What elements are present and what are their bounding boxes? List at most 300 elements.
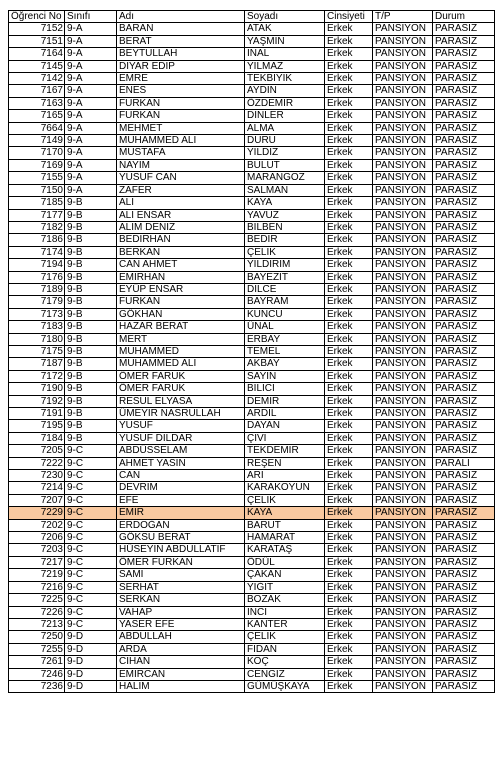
cell-student-no: 7216 xyxy=(9,581,65,593)
cell-gender: Erkek xyxy=(325,383,373,395)
cell-gender: Erkek xyxy=(325,35,373,47)
cell-first-name: ARDA xyxy=(117,643,245,655)
table-row xyxy=(9,345,495,357)
cell-last-name: ERBAY xyxy=(245,333,325,345)
cell-gender: Erkek xyxy=(325,60,373,72)
cell-status: PARASIZ xyxy=(433,333,495,345)
cell-student-no: 7225 xyxy=(9,594,65,606)
table-row xyxy=(9,594,495,606)
cell-student-no: 7192 xyxy=(9,395,65,407)
table-row xyxy=(9,110,495,122)
cell-status: PARASIZ xyxy=(433,259,495,271)
cell-status: PARASIZ xyxy=(433,308,495,320)
cell-tp: PANSİYON xyxy=(373,23,433,35)
table-row xyxy=(9,532,495,544)
cell-status: PARASIZ xyxy=(433,135,495,147)
cell-gender: Erkek xyxy=(325,259,373,271)
cell-first-name: CAN xyxy=(117,470,245,482)
cell-gender: Erkek xyxy=(325,507,373,519)
cell-gender: Erkek xyxy=(325,308,373,320)
cell-status: PARASIZ xyxy=(433,569,495,581)
cell-student-no: 7250 xyxy=(9,631,65,643)
cell-student-no: 7664 xyxy=(9,122,65,134)
header-student-no: Öğrenci No xyxy=(9,11,65,23)
table-row xyxy=(9,221,495,233)
cell-gender: Erkek xyxy=(325,172,373,184)
table-row xyxy=(9,209,495,221)
cell-student-no: 7184 xyxy=(9,432,65,444)
cell-first-name: ABDULLAH xyxy=(117,631,245,643)
cell-first-name: ERDOĞAN xyxy=(117,519,245,531)
cell-class: 9-C xyxy=(65,482,117,494)
table-row xyxy=(9,606,495,618)
cell-class: 9-A xyxy=(65,60,117,72)
cell-first-name: BERKAN xyxy=(117,246,245,258)
cell-first-name: FURKAN xyxy=(117,110,245,122)
cell-class: 9-C xyxy=(65,618,117,630)
table-row xyxy=(9,358,495,370)
cell-student-no: 7177 xyxy=(9,209,65,221)
table-row xyxy=(9,482,495,494)
cell-status: PARASIZ xyxy=(433,507,495,519)
cell-last-name: DİLCE xyxy=(245,283,325,295)
cell-status: PARASIZ xyxy=(433,197,495,209)
cell-student-no: 7165 xyxy=(9,110,65,122)
cell-gender: Erkek xyxy=(325,271,373,283)
cell-tp: PANSİYON xyxy=(373,221,433,233)
cell-last-name: BULUT xyxy=(245,159,325,171)
cell-first-name: GÖKHAN xyxy=(117,308,245,320)
cell-gender: Erkek xyxy=(325,23,373,35)
table-row xyxy=(9,308,495,320)
cell-last-name: KAYA xyxy=(245,507,325,519)
cell-last-name: YILMAZ xyxy=(245,60,325,72)
cell-class: 9-B xyxy=(65,383,117,395)
table-row xyxy=(9,470,495,482)
cell-first-name: BEYTULLAH xyxy=(117,48,245,60)
cell-first-name: FURKAN xyxy=(117,296,245,308)
cell-class: 9-A xyxy=(65,48,117,60)
cell-class: 9-B xyxy=(65,432,117,444)
table-row xyxy=(9,35,495,47)
cell-class: 9-C xyxy=(65,494,117,506)
cell-gender: Erkek xyxy=(325,221,373,233)
cell-class: 9-A xyxy=(65,110,117,122)
cell-tp: PANSİYON xyxy=(373,209,433,221)
cell-tp: PANSİYON xyxy=(373,680,433,692)
cell-first-name: DİYAR EDİP xyxy=(117,60,245,72)
cell-student-no: 7142 xyxy=(9,73,65,85)
cell-status: PARASIZ xyxy=(433,383,495,395)
cell-first-name: ABDÜSSELAM xyxy=(117,445,245,457)
cell-student-no: 7175 xyxy=(9,345,65,357)
cell-first-name: HAZAR BERAT xyxy=(117,321,245,333)
cell-class: 9-B xyxy=(65,358,117,370)
cell-tp: PANSİYON xyxy=(373,457,433,469)
cell-student-no: 7195 xyxy=(9,420,65,432)
cell-class: 9-B xyxy=(65,197,117,209)
cell-last-name: DAYAN xyxy=(245,420,325,432)
cell-status: PARASIZ xyxy=(433,122,495,134)
cell-student-no: 7246 xyxy=(9,668,65,680)
cell-student-no: 7180 xyxy=(9,333,65,345)
cell-first-name: ENES xyxy=(117,85,245,97)
cell-last-name: CENGİZ xyxy=(245,668,325,680)
cell-gender: Erkek xyxy=(325,581,373,593)
cell-status: PARASIZ xyxy=(433,97,495,109)
cell-last-name: BOZAK xyxy=(245,594,325,606)
cell-status: PARASIZ xyxy=(433,618,495,630)
cell-tp: PANSİYON xyxy=(373,172,433,184)
cell-status: PARASIZ xyxy=(433,631,495,643)
cell-student-no: 7163 xyxy=(9,97,65,109)
table-row xyxy=(9,296,495,308)
cell-gender: Erkek xyxy=(325,408,373,420)
cell-class: 9-C xyxy=(65,556,117,568)
cell-first-name: GÖKSU BERAT xyxy=(117,532,245,544)
cell-class: 9-B xyxy=(65,370,117,382)
cell-first-name: SERHAT xyxy=(117,581,245,593)
cell-last-name: ÇELİK xyxy=(245,631,325,643)
cell-student-no: 7222 xyxy=(9,457,65,469)
cell-status: PARASIZ xyxy=(433,482,495,494)
cell-student-no: 7194 xyxy=(9,259,65,271)
table-row xyxy=(9,420,495,432)
cell-first-name: MUHAMMED ALİ xyxy=(117,135,245,147)
cell-class: 9-A xyxy=(65,122,117,134)
cell-class: 9-C xyxy=(65,470,117,482)
cell-tp: PANSİYON xyxy=(373,97,433,109)
cell-tp: PANSİYON xyxy=(373,122,433,134)
cell-status: PARASIZ xyxy=(433,110,495,122)
cell-status: PARASIZ xyxy=(433,532,495,544)
cell-tp: PANSİYON xyxy=(373,35,433,47)
cell-student-no: 7207 xyxy=(9,494,65,506)
cell-first-name: YUSUF xyxy=(117,420,245,432)
cell-gender: Erkek xyxy=(325,470,373,482)
cell-student-no: 7236 xyxy=(9,680,65,692)
cell-gender: Erkek xyxy=(325,519,373,531)
cell-first-name: ALİ ENSAR xyxy=(117,209,245,221)
cell-status: PARASIZ xyxy=(433,283,495,295)
cell-student-no: 7170 xyxy=(9,147,65,159)
cell-class: 9-C xyxy=(65,532,117,544)
table-row xyxy=(9,445,495,457)
table-row xyxy=(9,85,495,97)
cell-first-name: VAHAP xyxy=(117,606,245,618)
table-row xyxy=(9,556,495,568)
cell-status: PARASIZ xyxy=(433,271,495,283)
cell-student-no: 7217 xyxy=(9,556,65,568)
table-row xyxy=(9,494,495,506)
cell-class: 9-D xyxy=(65,680,117,692)
table-row xyxy=(9,271,495,283)
cell-class: 9-C xyxy=(65,507,117,519)
cell-gender: Erkek xyxy=(325,643,373,655)
cell-status: PARASIZ xyxy=(433,172,495,184)
cell-tp: PANSİYON xyxy=(373,85,433,97)
cell-first-name: FURKAN xyxy=(117,97,245,109)
cell-tp: PANSİYON xyxy=(373,519,433,531)
table-row xyxy=(9,97,495,109)
cell-last-name: ÖZDEMİR xyxy=(245,97,325,109)
table-row xyxy=(9,60,495,72)
cell-student-no: 7255 xyxy=(9,643,65,655)
cell-status: PARASIZ xyxy=(433,544,495,556)
header-class: Sınıfı xyxy=(65,11,117,23)
cell-first-name: CAN AHMET xyxy=(117,259,245,271)
cell-class: 9-B xyxy=(65,296,117,308)
cell-last-name: BAYEZİT xyxy=(245,271,325,283)
cell-tp: PANSİYON xyxy=(373,408,433,420)
cell-first-name: BEDİRHAN xyxy=(117,234,245,246)
cell-tp: PANSİYON xyxy=(373,507,433,519)
cell-gender: Erkek xyxy=(325,48,373,60)
cell-tp: PANSİYON xyxy=(373,246,433,258)
cell-status: PARASIZ xyxy=(433,221,495,233)
table-row xyxy=(9,333,495,345)
table-row xyxy=(9,569,495,581)
cell-status: PARASIZ xyxy=(433,432,495,444)
cell-class: 9-B xyxy=(65,221,117,233)
header-last-name: Soyadı xyxy=(245,11,325,23)
cell-gender: Erkek xyxy=(325,110,373,122)
cell-student-no: 7213 xyxy=(9,618,65,630)
cell-gender: Erkek xyxy=(325,618,373,630)
cell-tp: PANSİYON xyxy=(373,445,433,457)
table-row xyxy=(9,172,495,184)
cell-status: PARASIZ xyxy=(433,581,495,593)
cell-student-no: 7183 xyxy=(9,321,65,333)
table-row xyxy=(9,408,495,420)
cell-status: PARASIZ xyxy=(433,445,495,457)
cell-student-no: 7172 xyxy=(9,370,65,382)
cell-status: PARASIZ xyxy=(433,420,495,432)
cell-class: 9-A xyxy=(65,184,117,196)
cell-status: PARASIZ xyxy=(433,234,495,246)
table-row xyxy=(9,383,495,395)
cell-tp: PANSİYON xyxy=(373,482,433,494)
cell-tp: PANSİYON xyxy=(373,656,433,668)
cell-first-name: MUHAMMED xyxy=(117,345,245,357)
cell-class: 9-A xyxy=(65,23,117,35)
cell-first-name: NAYİM xyxy=(117,159,245,171)
cell-status: PARASIZ xyxy=(433,668,495,680)
cell-first-name: ZAFER xyxy=(117,184,245,196)
table-row xyxy=(9,321,495,333)
cell-last-name: YAVUZ xyxy=(245,209,325,221)
cell-gender: Erkek xyxy=(325,544,373,556)
cell-class: 9-C xyxy=(65,594,117,606)
cell-last-name: YILDIRIM xyxy=(245,259,325,271)
cell-status: PARASIZ xyxy=(433,470,495,482)
cell-class: 9-B xyxy=(65,259,117,271)
cell-class: 9-C xyxy=(65,581,117,593)
cell-tp: PANSİYON xyxy=(373,73,433,85)
cell-last-name: BİLBEN xyxy=(245,221,325,233)
cell-last-name: FİDAN xyxy=(245,643,325,655)
cell-status: PARASIZ xyxy=(433,48,495,60)
cell-tp: PANSİYON xyxy=(373,308,433,320)
cell-tp: PANSİYON xyxy=(373,544,433,556)
table-row xyxy=(9,432,495,444)
cell-tp: PANSİYON xyxy=(373,494,433,506)
cell-last-name: ÇİVİ xyxy=(245,432,325,444)
cell-status: PARASIZ xyxy=(433,73,495,85)
cell-student-no: 7203 xyxy=(9,544,65,556)
table-header-row xyxy=(9,11,495,23)
cell-student-no: 7229 xyxy=(9,507,65,519)
cell-tp: PANSİYON xyxy=(373,197,433,209)
cell-last-name: ATAK xyxy=(245,23,325,35)
cell-gender: Erkek xyxy=(325,656,373,668)
cell-last-name: ALMA xyxy=(245,122,325,134)
cell-last-name: İNCİ xyxy=(245,606,325,618)
cell-gender: Erkek xyxy=(325,147,373,159)
table-row xyxy=(9,197,495,209)
cell-status: PARASIZ xyxy=(433,395,495,407)
cell-gender: Erkek xyxy=(325,246,373,258)
cell-class: 9-C xyxy=(65,445,117,457)
cell-tp: PANSİYON xyxy=(373,581,433,593)
cell-class: 9-D xyxy=(65,643,117,655)
cell-first-name: ÜMEYİR NASRULLAH xyxy=(117,408,245,420)
cell-class: 9-B xyxy=(65,308,117,320)
cell-tp: PANSİYON xyxy=(373,606,433,618)
cell-gender: Erkek xyxy=(325,631,373,643)
cell-class: 9-B xyxy=(65,234,117,246)
cell-first-name: YUSUF CAN xyxy=(117,172,245,184)
cell-class: 9-D xyxy=(65,668,117,680)
cell-tp: PANSİYON xyxy=(373,432,433,444)
cell-first-name: EMİRHAN xyxy=(117,271,245,283)
cell-class: 9-B xyxy=(65,333,117,345)
cell-first-name: HALİM xyxy=(117,680,245,692)
cell-gender: Erkek xyxy=(325,668,373,680)
cell-first-name: EMİRCAN xyxy=(117,668,245,680)
cell-student-no: 7189 xyxy=(9,283,65,295)
cell-class: 9-B xyxy=(65,246,117,258)
cell-last-name: SALMAN xyxy=(245,184,325,196)
cell-student-no: 7261 xyxy=(9,656,65,668)
table-row xyxy=(9,246,495,258)
header-status: Durum xyxy=(433,11,495,23)
cell-tp: PANSİYON xyxy=(373,135,433,147)
cell-class: 9-C xyxy=(65,457,117,469)
cell-gender: Erkek xyxy=(325,296,373,308)
table-row xyxy=(9,122,495,134)
cell-last-name: BAYRAM xyxy=(245,296,325,308)
cell-tp: PANSİYON xyxy=(373,60,433,72)
cell-gender: Erkek xyxy=(325,420,373,432)
cell-last-name: ÖDÜL xyxy=(245,556,325,568)
cell-first-name: ALİM DENİZ xyxy=(117,221,245,233)
cell-first-name: SERKAN xyxy=(117,594,245,606)
table-row xyxy=(9,234,495,246)
table-row xyxy=(9,135,495,147)
header-tp: T/P xyxy=(373,11,433,23)
cell-class: 9-B xyxy=(65,395,117,407)
cell-tp: PANSİYON xyxy=(373,159,433,171)
cell-last-name: AYDIN xyxy=(245,85,325,97)
table-row xyxy=(9,73,495,85)
cell-gender: Erkek xyxy=(325,432,373,444)
cell-first-name: SAMİ xyxy=(117,569,245,581)
cell-status: PARASIZ xyxy=(433,594,495,606)
cell-tp: PANSİYON xyxy=(373,110,433,122)
cell-class: 9-B xyxy=(65,271,117,283)
cell-tp: PANSİYON xyxy=(373,420,433,432)
cell-last-name: ARDİL xyxy=(245,408,325,420)
cell-student-no: 7176 xyxy=(9,271,65,283)
cell-gender: Erkek xyxy=(325,135,373,147)
cell-status: PARASIZ xyxy=(433,606,495,618)
cell-gender: Erkek xyxy=(325,97,373,109)
table-row xyxy=(9,544,495,556)
table-row xyxy=(9,519,495,531)
cell-class: 9-B xyxy=(65,283,117,295)
cell-class: 9-A xyxy=(65,135,117,147)
table-row xyxy=(9,507,495,519)
cell-class: 9-B xyxy=(65,321,117,333)
cell-class: 9-B xyxy=(65,209,117,221)
cell-first-name: CİHAN xyxy=(117,656,245,668)
cell-tp: PANSİYON xyxy=(373,594,433,606)
table-row xyxy=(9,656,495,668)
cell-student-no: 7174 xyxy=(9,246,65,258)
cell-tp: PANSİYON xyxy=(373,321,433,333)
table-row xyxy=(9,643,495,655)
cell-gender: Erkek xyxy=(325,85,373,97)
cell-last-name: İNAL xyxy=(245,48,325,60)
table-row xyxy=(9,48,495,60)
cell-last-name: BİLİCİ xyxy=(245,383,325,395)
cell-tp: PANSİYON xyxy=(373,271,433,283)
cell-status: PARASIZ xyxy=(433,643,495,655)
cell-class: 9-D xyxy=(65,631,117,643)
cell-student-no: 7214 xyxy=(9,482,65,494)
cell-first-name: BARAN xyxy=(117,23,245,35)
cell-student-no: 7164 xyxy=(9,48,65,60)
cell-last-name: BARUT xyxy=(245,519,325,531)
table-row xyxy=(9,283,495,295)
cell-tp: PANSİYON xyxy=(373,259,433,271)
cell-tp: PANSİYON xyxy=(373,618,433,630)
cell-student-no: 7226 xyxy=(9,606,65,618)
cell-status: PARASIZ xyxy=(433,60,495,72)
cell-status: PARASIZ xyxy=(433,209,495,221)
cell-student-no: 7230 xyxy=(9,470,65,482)
cell-last-name: KAYA xyxy=(245,197,325,209)
cell-last-name: KARATAŞ xyxy=(245,544,325,556)
cell-last-name: ÜNAL xyxy=(245,321,325,333)
cell-status: PARASIZ xyxy=(433,345,495,357)
table-row xyxy=(9,159,495,171)
cell-gender: Erkek xyxy=(325,569,373,581)
cell-first-name: BERAT xyxy=(117,35,245,47)
cell-gender: Erkek xyxy=(325,556,373,568)
cell-class: 9-A xyxy=(65,73,117,85)
cell-status: PARASIZ xyxy=(433,321,495,333)
cell-last-name: HAMARAT xyxy=(245,532,325,544)
table-row xyxy=(9,184,495,196)
cell-class: 9-A xyxy=(65,159,117,171)
cell-tp: PANSİYON xyxy=(373,345,433,357)
cell-last-name: AKBAY xyxy=(245,358,325,370)
cell-tp: PANSİYON xyxy=(373,48,433,60)
cell-student-no: 7145 xyxy=(9,60,65,72)
cell-first-name: MUSTAFA xyxy=(117,147,245,159)
